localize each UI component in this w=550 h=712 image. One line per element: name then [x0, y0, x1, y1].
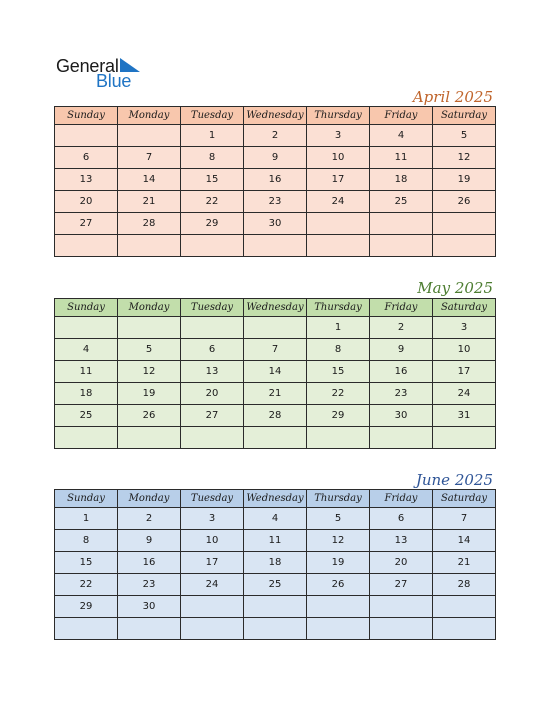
day-cell: 16	[244, 169, 307, 191]
day-cell: 14	[244, 361, 307, 383]
day-cell: 26	[307, 574, 370, 596]
day-cell: 15	[181, 169, 244, 191]
day-cell: 7	[118, 147, 181, 169]
day-cell: 29	[181, 213, 244, 235]
day-cell: 3	[181, 508, 244, 530]
day-cell: 19	[433, 169, 496, 191]
day-cell	[433, 596, 496, 618]
weekday-header: Sunday	[55, 299, 118, 317]
day-cell	[55, 125, 118, 147]
day-cell: 27	[370, 574, 433, 596]
week-row	[55, 339, 496, 361]
day-cell: 5	[433, 125, 496, 147]
day-cell: 18	[55, 383, 118, 405]
day-cell: 25	[55, 405, 118, 427]
day-cell: 3	[307, 125, 370, 147]
logo-triangle-icon	[120, 58, 140, 72]
month-calendar-table	[54, 298, 496, 449]
day-cell	[307, 213, 370, 235]
day-cell: 11	[55, 361, 118, 383]
day-cell: 26	[118, 405, 181, 427]
month-title: April 2025	[412, 88, 493, 106]
weekday-header: Saturday	[433, 299, 496, 317]
day-cell	[244, 317, 307, 339]
day-cell: 9	[244, 147, 307, 169]
week-row	[55, 596, 496, 618]
day-cell	[370, 596, 433, 618]
day-cell: 17	[181, 552, 244, 574]
day-cell: 19	[307, 552, 370, 574]
day-cell: 26	[433, 191, 496, 213]
day-cell	[181, 235, 244, 257]
day-cell: 29	[55, 596, 118, 618]
day-cell	[433, 618, 496, 640]
day-cell	[370, 235, 433, 257]
day-cell: 28	[244, 405, 307, 427]
week-row	[55, 405, 496, 427]
weekday-header-row	[55, 490, 496, 508]
day-cell: 13	[370, 530, 433, 552]
day-cell: 23	[244, 191, 307, 213]
day-cell: 24	[181, 574, 244, 596]
day-cell: 22	[307, 383, 370, 405]
week-row	[55, 618, 496, 640]
day-cell	[244, 427, 307, 449]
week-row	[55, 169, 496, 191]
day-cell: 18	[370, 169, 433, 191]
day-cell: 1	[55, 508, 118, 530]
weekday-header: Saturday	[433, 107, 496, 125]
weekday-header: Tuesday	[181, 299, 244, 317]
day-cell: 10	[307, 147, 370, 169]
day-cell	[118, 235, 181, 257]
day-cell: 16	[370, 361, 433, 383]
week-row	[55, 574, 496, 596]
day-cell	[181, 596, 244, 618]
weekday-header: Monday	[118, 490, 181, 508]
day-cell: 29	[307, 405, 370, 427]
day-cell: 8	[55, 530, 118, 552]
day-cell: 7	[433, 508, 496, 530]
day-cell	[370, 618, 433, 640]
day-cell: 9	[370, 339, 433, 361]
day-cell: 12	[433, 147, 496, 169]
weekday-header: Saturday	[433, 490, 496, 508]
day-cell: 12	[307, 530, 370, 552]
day-cell: 8	[307, 339, 370, 361]
day-cell	[244, 596, 307, 618]
month-calendar-table	[54, 106, 496, 257]
day-cell	[118, 427, 181, 449]
week-row	[55, 125, 496, 147]
day-cell: 20	[181, 383, 244, 405]
weekday-header: Friday	[370, 107, 433, 125]
week-row	[55, 317, 496, 339]
day-cell: 5	[307, 508, 370, 530]
week-row	[55, 552, 496, 574]
day-cell	[181, 317, 244, 339]
day-cell	[433, 235, 496, 257]
day-cell: 19	[118, 383, 181, 405]
day-cell: 31	[433, 405, 496, 427]
weekday-header: Wednesday	[244, 107, 307, 125]
week-row	[55, 383, 496, 405]
weekday-header: Monday	[118, 107, 181, 125]
day-cell: 23	[370, 383, 433, 405]
day-cell: 27	[181, 405, 244, 427]
day-cell	[118, 618, 181, 640]
weekday-header: Friday	[370, 490, 433, 508]
day-cell: 11	[370, 147, 433, 169]
weekday-header: Tuesday	[181, 490, 244, 508]
day-cell: 24	[307, 191, 370, 213]
day-cell: 2	[370, 317, 433, 339]
day-cell: 3	[433, 317, 496, 339]
weekday-header: Sunday	[55, 107, 118, 125]
day-cell	[181, 618, 244, 640]
day-cell	[433, 213, 496, 235]
weekday-header: Thursday	[307, 299, 370, 317]
day-cell: 30	[118, 596, 181, 618]
day-cell	[118, 317, 181, 339]
month-title: May 2025	[417, 279, 493, 297]
day-cell: 15	[307, 361, 370, 383]
day-cell: 10	[433, 339, 496, 361]
day-cell	[433, 427, 496, 449]
week-row	[55, 361, 496, 383]
day-cell: 21	[433, 552, 496, 574]
day-cell: 4	[244, 508, 307, 530]
week-row	[55, 235, 496, 257]
day-cell: 8	[181, 147, 244, 169]
day-cell: 2	[244, 125, 307, 147]
weekday-header-row	[55, 299, 496, 317]
day-cell: 30	[244, 213, 307, 235]
day-cell	[55, 618, 118, 640]
day-cell: 25	[370, 191, 433, 213]
day-cell: 16	[118, 552, 181, 574]
day-cell	[370, 427, 433, 449]
day-cell: 12	[118, 361, 181, 383]
day-cell: 9	[118, 530, 181, 552]
week-row	[55, 191, 496, 213]
weekday-header: Thursday	[307, 107, 370, 125]
week-row	[55, 508, 496, 530]
day-cell: 22	[181, 191, 244, 213]
logo-text-blue: Blue	[96, 71, 132, 91]
day-cell	[181, 427, 244, 449]
day-cell	[55, 317, 118, 339]
day-cell	[244, 618, 307, 640]
week-row	[55, 530, 496, 552]
day-cell: 6	[370, 508, 433, 530]
week-row	[55, 213, 496, 235]
day-cell: 15	[55, 552, 118, 574]
day-cell: 5	[118, 339, 181, 361]
day-cell	[307, 596, 370, 618]
weekday-header-row	[55, 107, 496, 125]
day-cell: 22	[55, 574, 118, 596]
day-cell	[307, 427, 370, 449]
day-cell: 21	[118, 191, 181, 213]
weekday-header: Wednesday	[244, 490, 307, 508]
day-cell: 30	[370, 405, 433, 427]
day-cell	[307, 235, 370, 257]
day-cell: 17	[433, 361, 496, 383]
day-cell: 6	[181, 339, 244, 361]
day-cell: 14	[118, 169, 181, 191]
day-cell: 4	[370, 125, 433, 147]
day-cell: 2	[118, 508, 181, 530]
month-calendar-table	[54, 489, 496, 640]
week-row	[55, 147, 496, 169]
day-cell: 6	[55, 147, 118, 169]
day-cell: 7	[244, 339, 307, 361]
weekday-header: Monday	[118, 299, 181, 317]
logo-text-general: General	[56, 56, 119, 76]
weekday-header: Thursday	[307, 490, 370, 508]
day-cell: 1	[307, 317, 370, 339]
day-cell: 21	[244, 383, 307, 405]
day-cell: 24	[433, 383, 496, 405]
week-row	[55, 427, 496, 449]
day-cell: 20	[370, 552, 433, 574]
day-cell: 18	[244, 552, 307, 574]
month-title: June 2025	[415, 471, 493, 489]
day-cell: 20	[55, 191, 118, 213]
day-cell	[118, 125, 181, 147]
day-cell: 13	[55, 169, 118, 191]
day-cell: 10	[181, 530, 244, 552]
weekday-header: Friday	[370, 299, 433, 317]
day-cell	[55, 427, 118, 449]
day-cell: 28	[118, 213, 181, 235]
weekday-header: Wednesday	[244, 299, 307, 317]
general-blue-logo	[56, 54, 166, 90]
day-cell: 27	[55, 213, 118, 235]
day-cell: 17	[307, 169, 370, 191]
day-cell	[307, 618, 370, 640]
day-cell: 14	[433, 530, 496, 552]
weekday-header: Tuesday	[181, 107, 244, 125]
day-cell	[244, 235, 307, 257]
day-cell: 28	[433, 574, 496, 596]
day-cell: 1	[181, 125, 244, 147]
day-cell: 4	[55, 339, 118, 361]
weekday-header: Sunday	[55, 490, 118, 508]
day-cell: 23	[118, 574, 181, 596]
day-cell	[370, 213, 433, 235]
day-cell: 25	[244, 574, 307, 596]
day-cell	[55, 235, 118, 257]
day-cell: 11	[244, 530, 307, 552]
day-cell: 13	[181, 361, 244, 383]
